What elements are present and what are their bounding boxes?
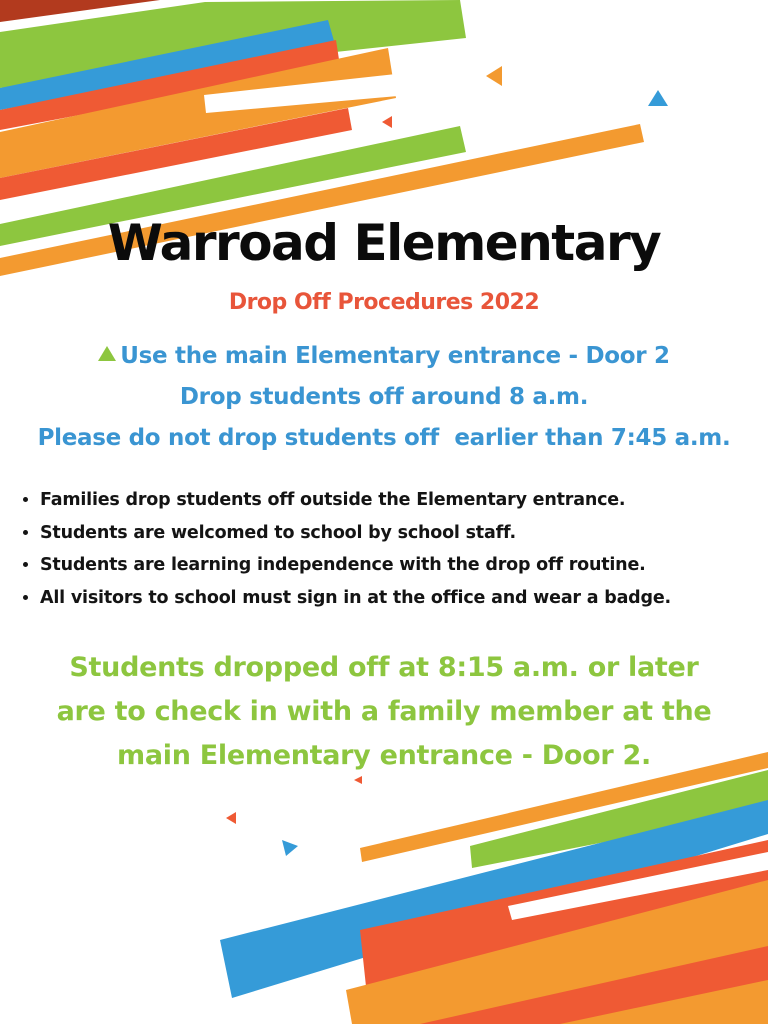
triangle-blue-bottom [282, 840, 298, 856]
procedures-list [16, 484, 768, 614]
info-line-entrance [0, 336, 768, 377]
triangle-red-left [226, 812, 236, 824]
info-line-entrance-text: Use the main Elementary entrance - Door 2 [120, 343, 670, 369]
bottom-right-stripes [220, 752, 768, 1024]
list-item: • Students are welcomed to school by school staff. [40, 517, 768, 550]
info-line-time: Drop students off around 8 a.m. [179, 384, 589, 410]
poster-subtitle: Drop Off Procedures 2022 [228, 290, 540, 315]
late-notice-line: main Elementary entrance - Door 2. [117, 740, 651, 771]
late-notice-line: Students dropped off at 8:15 a.m. or later [69, 652, 699, 683]
info-line-earliest: Please do not drop students off earlier than 7:45 a.m. [37, 425, 731, 451]
list-item: • Families drop students off outside the Elementary entrance. [40, 484, 768, 517]
poster-title: Warroad Elementary [107, 214, 661, 272]
drop-off-info [0, 336, 768, 459]
late-arrival-notice [0, 646, 768, 778]
triangle-blue-top [648, 90, 668, 106]
list-item: • Students are learning independence with the drop off routine. [40, 549, 768, 582]
triangle-bullet-icon [98, 346, 116, 361]
triangle-orange [486, 66, 502, 86]
triangle-red-small [382, 116, 392, 128]
list-item: • All visitors to school must sign in at the office and wear a badge. [40, 582, 768, 615]
late-notice-line: are to check in with a family member at the [56, 696, 712, 727]
